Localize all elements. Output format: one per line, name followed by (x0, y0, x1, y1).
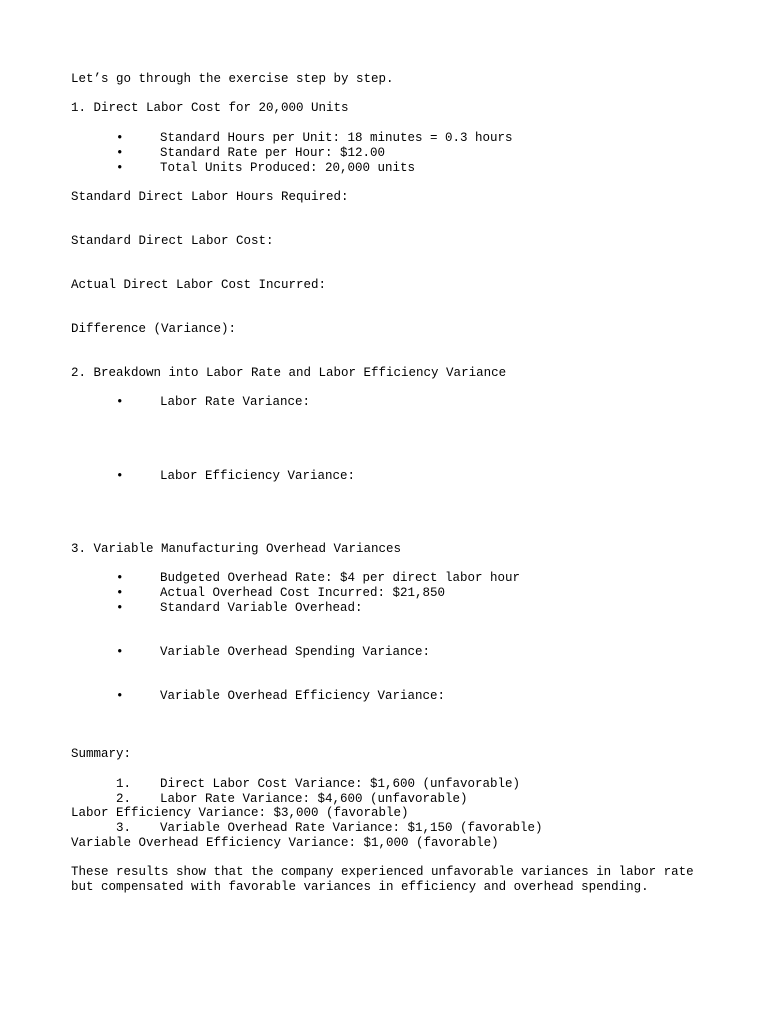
bullet-labor-efficiency-variance: Labor Efficiency Variance: (160, 469, 356, 483)
bullet-actual-overhead-cost: Actual Overhead Cost Incurred: $21,850 (160, 586, 446, 600)
summary-number: 1. (116, 777, 132, 791)
bullet-marker: • (116, 645, 124, 659)
bullet-marker: • (116, 161, 124, 175)
bullet-marker: • (116, 146, 124, 160)
label-standard-labor-cost: Standard Direct Labor Cost: (71, 234, 274, 248)
summary-item-labor-efficiency-variance: Labor Efficiency Variance: $3,000 (favorable) (71, 806, 409, 820)
bullet-standard-hours: Standard Hours per Unit: 18 minutes = 0.3 hours (160, 131, 513, 145)
bullet-marker: • (116, 131, 124, 145)
bullet-marker: • (116, 601, 124, 615)
summary-number: 3. (116, 821, 132, 835)
bullet-standard-rate: Standard Rate per Hour: $12.00 (160, 146, 386, 160)
summary-number: 2. (116, 792, 132, 806)
section-3-heading: 3. Variable Manufacturing Overhead Variances (71, 542, 402, 556)
bullet-budgeted-overhead-rate: Budgeted Overhead Rate: $4 per direct labor hour (160, 571, 521, 585)
summary-heading: Summary: (71, 747, 132, 761)
intro-text: Let’s go through the exercise step by step. (71, 72, 394, 86)
bullet-overhead-efficiency-variance: Variable Overhead Efficiency Variance: (160, 689, 446, 703)
conclusion-line-1: These results show that the company experienced unfavorable variances in labor rate (71, 865, 694, 879)
bullet-marker: • (116, 469, 124, 483)
bullet-standard-variable-overhead: Standard Variable Overhead: (160, 601, 363, 615)
bullet-total-units: Total Units Produced: 20,000 units (160, 161, 416, 175)
summary-item-labor-cost-variance: Direct Labor Cost Variance: $1,600 (unfavorable) (160, 777, 521, 791)
bullet-marker: • (116, 395, 124, 409)
summary-item-overhead-efficiency-variance: Variable Overhead Efficiency Variance: $1,000 (favorable) (71, 836, 499, 850)
summary-item-labor-rate-variance: Labor Rate Variance: $4,600 (unfavorable) (160, 792, 468, 806)
bullet-overhead-spending-variance: Variable Overhead Spending Variance: (160, 645, 431, 659)
label-standard-hours-required: Standard Direct Labor Hours Required: (71, 190, 349, 204)
bullet-marker: • (116, 571, 124, 585)
section-1-heading: 1. Direct Labor Cost for 20,000 Units (71, 101, 349, 115)
bullet-marker: • (116, 586, 124, 600)
section-2-heading: 2. Breakdown into Labor Rate and Labor Efficiency Variance (71, 366, 507, 380)
label-difference-variance: Difference (Variance): (71, 322, 237, 336)
bullet-marker: • (116, 689, 124, 703)
bullet-labor-rate-variance: Labor Rate Variance: (160, 395, 311, 409)
summary-item-overhead-rate-variance: Variable Overhead Rate Variance: $1,150 (favorable) (160, 821, 543, 835)
conclusion-line-2: but compensated with favorable variances in efficiency and overhead spending. (71, 880, 649, 894)
label-actual-labor-cost: Actual Direct Labor Cost Incurred: (71, 278, 327, 292)
